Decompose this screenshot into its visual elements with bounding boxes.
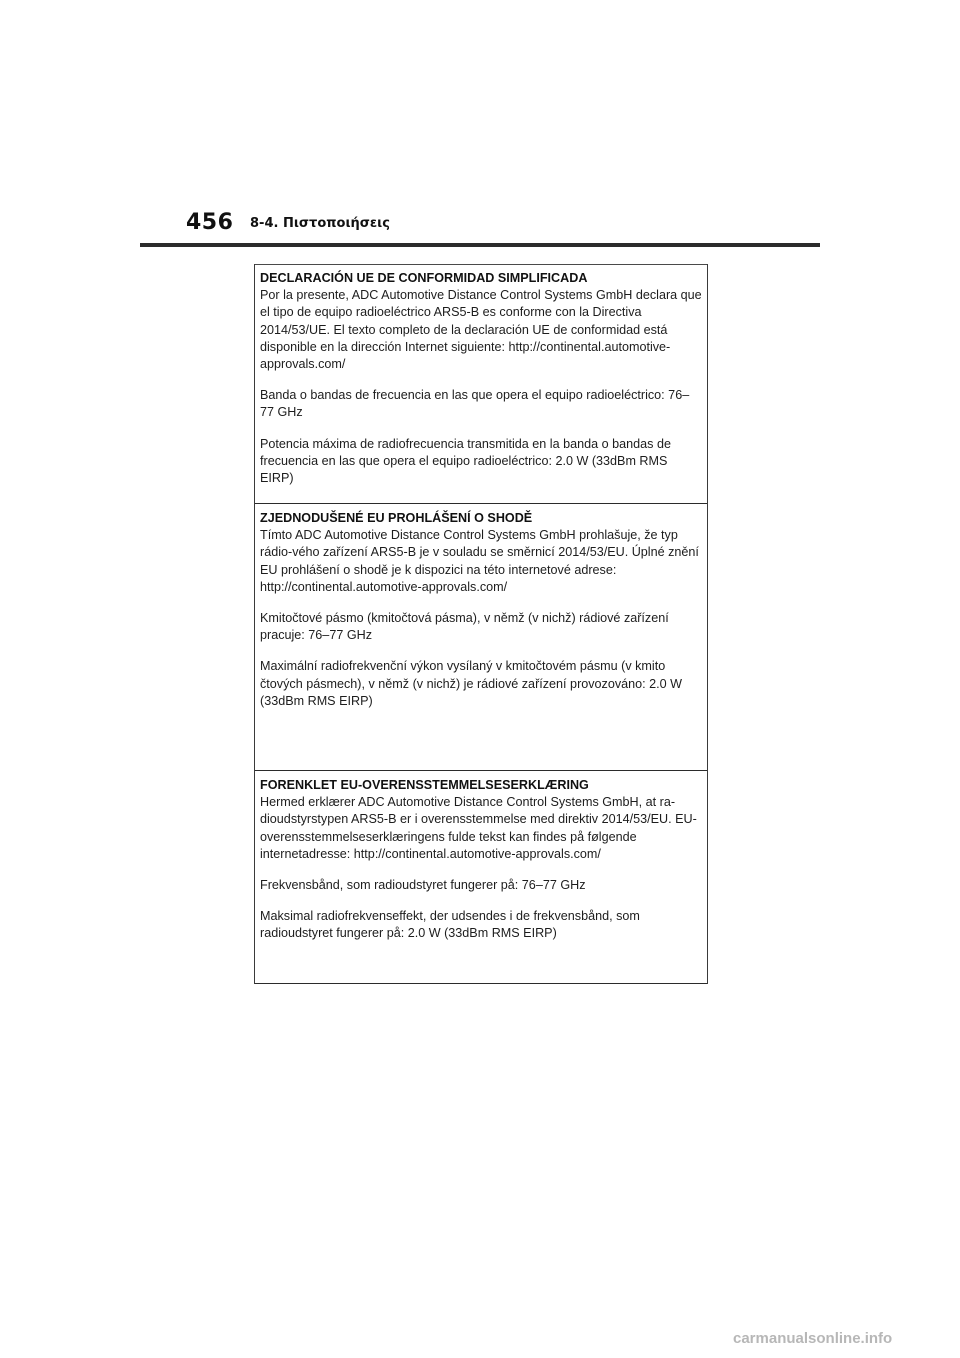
block-paragraph: Potencia máxima de radiofrecuencia transmitida en la banda o bandas de frecuencia en las que opera el equipo radioeléctrico: 2.0 W (33dBm RMS EIRP)	[260, 436, 671, 486]
block-heading: DECLARACIÓN UE DE CONFORMIDAD SIMPLIFICADA	[260, 271, 588, 285]
block-paragraph: Tímto ADC Automotive Distance Control Systems GmbH prohlašuje, že typ rádio-vého zařízení ARS5-B je v souladu se směrnicí 2014/53/EU. Úplné znění EU prohlášení o shodě je k dispozici na této internetové adrese: http://continental.automotive-approvals.com/	[260, 528, 699, 594]
declaration-block-cs	[255, 504, 707, 771]
block-paragraph: Kmitočtové pásmo (kmitočtová pásma), v němž (v nichž) rádiové zařízení pracuje: 76–77 GHz	[260, 611, 669, 643]
block-heading: ZJEDNODUŠENÉ EU PROHLÁŠENÍ O SHODĚ	[260, 511, 533, 525]
header-divider	[140, 243, 820, 247]
block-paragraph: Banda o bandas de frecuencia en las que opera el equipo radioeléctrico: 76–77 GHz	[260, 388, 690, 420]
block-paragraph: Frekvensbånd, som radioudstyret fungerer på: 76–77 GHz	[260, 878, 586, 893]
block-paragraph: Maksimal radiofrekvenseffekt, der udsendes i de frekvensbånd, som radioudstyret fungerer på: 2.0 W (33dBm RMS EIRP)	[260, 909, 640, 941]
block-paragraph: Maximální radiofrekvenční výkon vysílaný v kmitočtovém pásmu (v kmito čtových pásmech), v němž (v nichž) je rádiové zařízení provozováno: 2.0 W (33dBm RMS EIRP)	[260, 659, 683, 708]
section-title: 8-4. Πιστοποιήσεις	[250, 216, 390, 231]
block-paragraph: Por la presente, ADC Automotive Distance Control Systems GmbH declara que el tipo de equipo radioeléctrico ARS5-B es conforme con la Directiva 2014/53/UE. El texto completo de la declaración UE de conformidad está disponible en la dirección Internet siguiente: http://continental.automotive-approvals.com/	[260, 288, 702, 372]
declarations-box	[254, 264, 708, 984]
page-number: 456	[186, 210, 234, 235]
declaration-block-es	[255, 264, 707, 504]
watermark-text: carmanualsonline.info	[733, 1330, 893, 1347]
block-heading: FORENKLET EU-OVERENSSTEMMELSESERKLÆRING	[260, 778, 589, 792]
declaration-block-da	[255, 771, 707, 984]
block-paragraph: Hermed erklærer ADC Automotive Distance Control Systems GmbH, at ra-dioudstyrstypen ARS5-B er i overensstemmelse med direktiv 2014/53/EU. EU-overensstemmelseserklæringens fulde tekst kan findes på følgende internetadresse: http://continental.automotive-approvals.com/	[260, 795, 697, 861]
